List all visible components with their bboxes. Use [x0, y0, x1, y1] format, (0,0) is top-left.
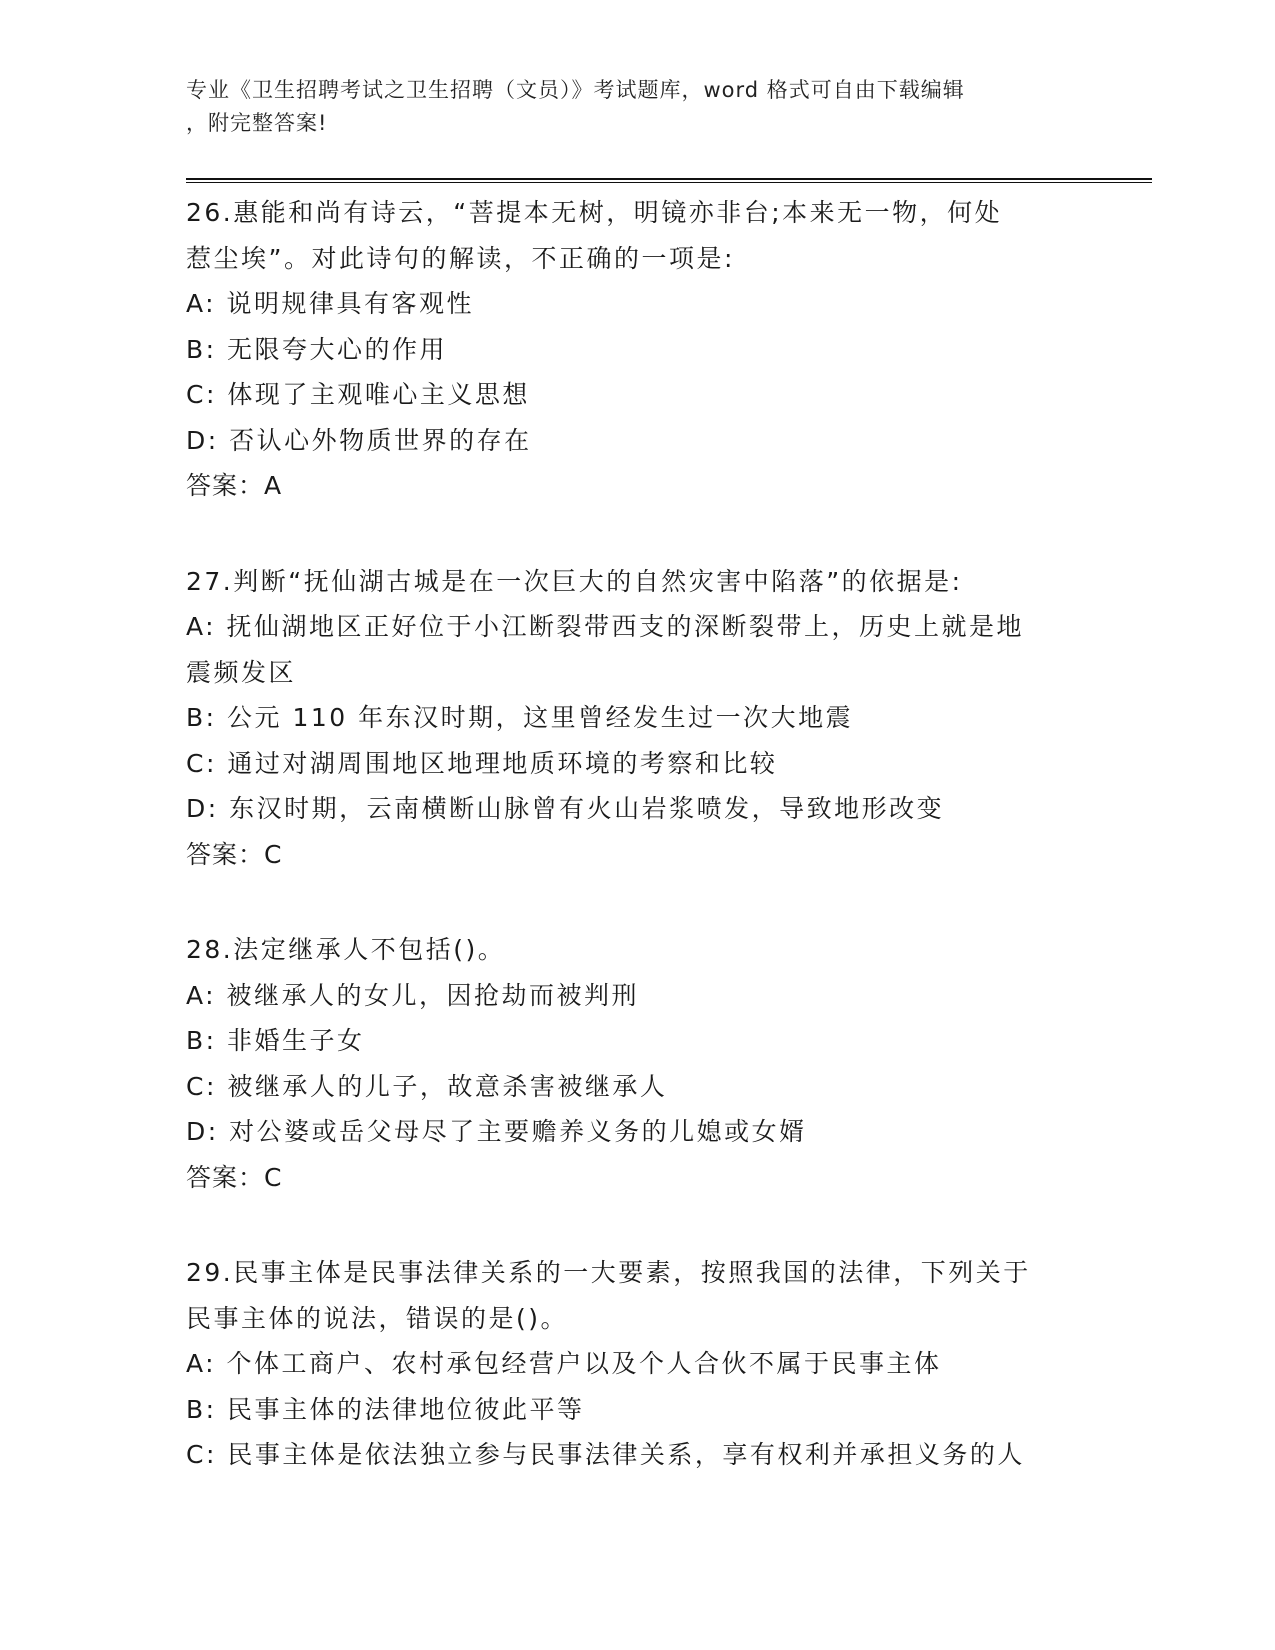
option-d: D: 对公婆或岳父母尽了主要赡养义务的儿媳或女婿 [186, 1117, 807, 1146]
header-rule-thick [186, 178, 1152, 180]
answer-line: 答案：C [186, 1162, 283, 1192]
question-28 [186, 927, 1086, 1200]
header-rule-thin [186, 182, 1152, 183]
question-29 [186, 1250, 1086, 1478]
option-d: D: 东汉时期，云南横断山脉曾有火山岩浆喷发，导致地形改变 [186, 794, 945, 823]
option-a: A: 抚仙湖地区正好位于小江断裂带西支的深断裂带上，历史上就是地 [186, 612, 1025, 641]
option-a-continued: 震频发区 [186, 657, 297, 687]
option-c: C: 被继承人的儿子，故意杀害被继承人 [186, 1071, 668, 1101]
header-line-1: 专业《卫生招聘考试之卫生招聘（文员）》考试题库，word 格式可自由下载编辑 [186, 78, 965, 102]
question-list [186, 190, 1086, 1528]
question-stem-line: 27.判断“抚仙湖古城是在一次巨大的自然灾害中陷落”的依据是: [186, 566, 963, 596]
option-a: A: 说明规律具有客观性 [186, 289, 475, 318]
answer-line: 答案：C [186, 839, 283, 869]
option-c: C: 通过对湖周围地区地理地质环境的考察和比较 [186, 748, 778, 778]
answer-line: 答案：A [186, 471, 283, 500]
header-line-2: ，附完整答案! [186, 111, 328, 135]
question-27 [186, 559, 1086, 878]
option-d: D: 否认心外物质世界的存在 [186, 425, 532, 455]
question-stem-line: 29.民事主体是民事法律关系的一大要素，按照我国的法律，下列关于 [186, 1258, 1031, 1287]
question-stem-line: 28.法定继承人不包括()。 [186, 935, 506, 964]
document-header [186, 74, 1066, 140]
question-stem-line: 惹尘埃”。对此诗句的解读，不正确的一项是: [186, 243, 735, 273]
question-26 [186, 190, 1086, 509]
option-b: B: 民事主体的法律地位彼此平等 [186, 1394, 585, 1424]
option-a: A: 个体工商户、农村承包经营户以及个人合伙不属于民事主体 [186, 1349, 942, 1378]
option-c: C: 体现了主观唯心主义思想 [186, 380, 530, 409]
option-b: B: 公元 110 年东汉时期，这里曾经发生过一次大地震 [186, 703, 854, 732]
question-stem-line: 26.惠能和尚有诗云，“菩提本无树，明镜亦非台;本来无一物，何处 [186, 198, 1003, 227]
option-a: A: 被继承人的女儿，因抢劫而被判刑 [186, 980, 640, 1010]
option-b: B: 无限夸大心的作用 [186, 334, 448, 364]
option-b: B: 非婚生子女 [186, 1026, 365, 1055]
question-stem-line: 民事主体的说法，错误的是()。 [186, 1303, 569, 1333]
option-c: C: 民事主体是依法独立参与民事法律关系，享有权利并承担义务的人 [186, 1440, 1025, 1469]
